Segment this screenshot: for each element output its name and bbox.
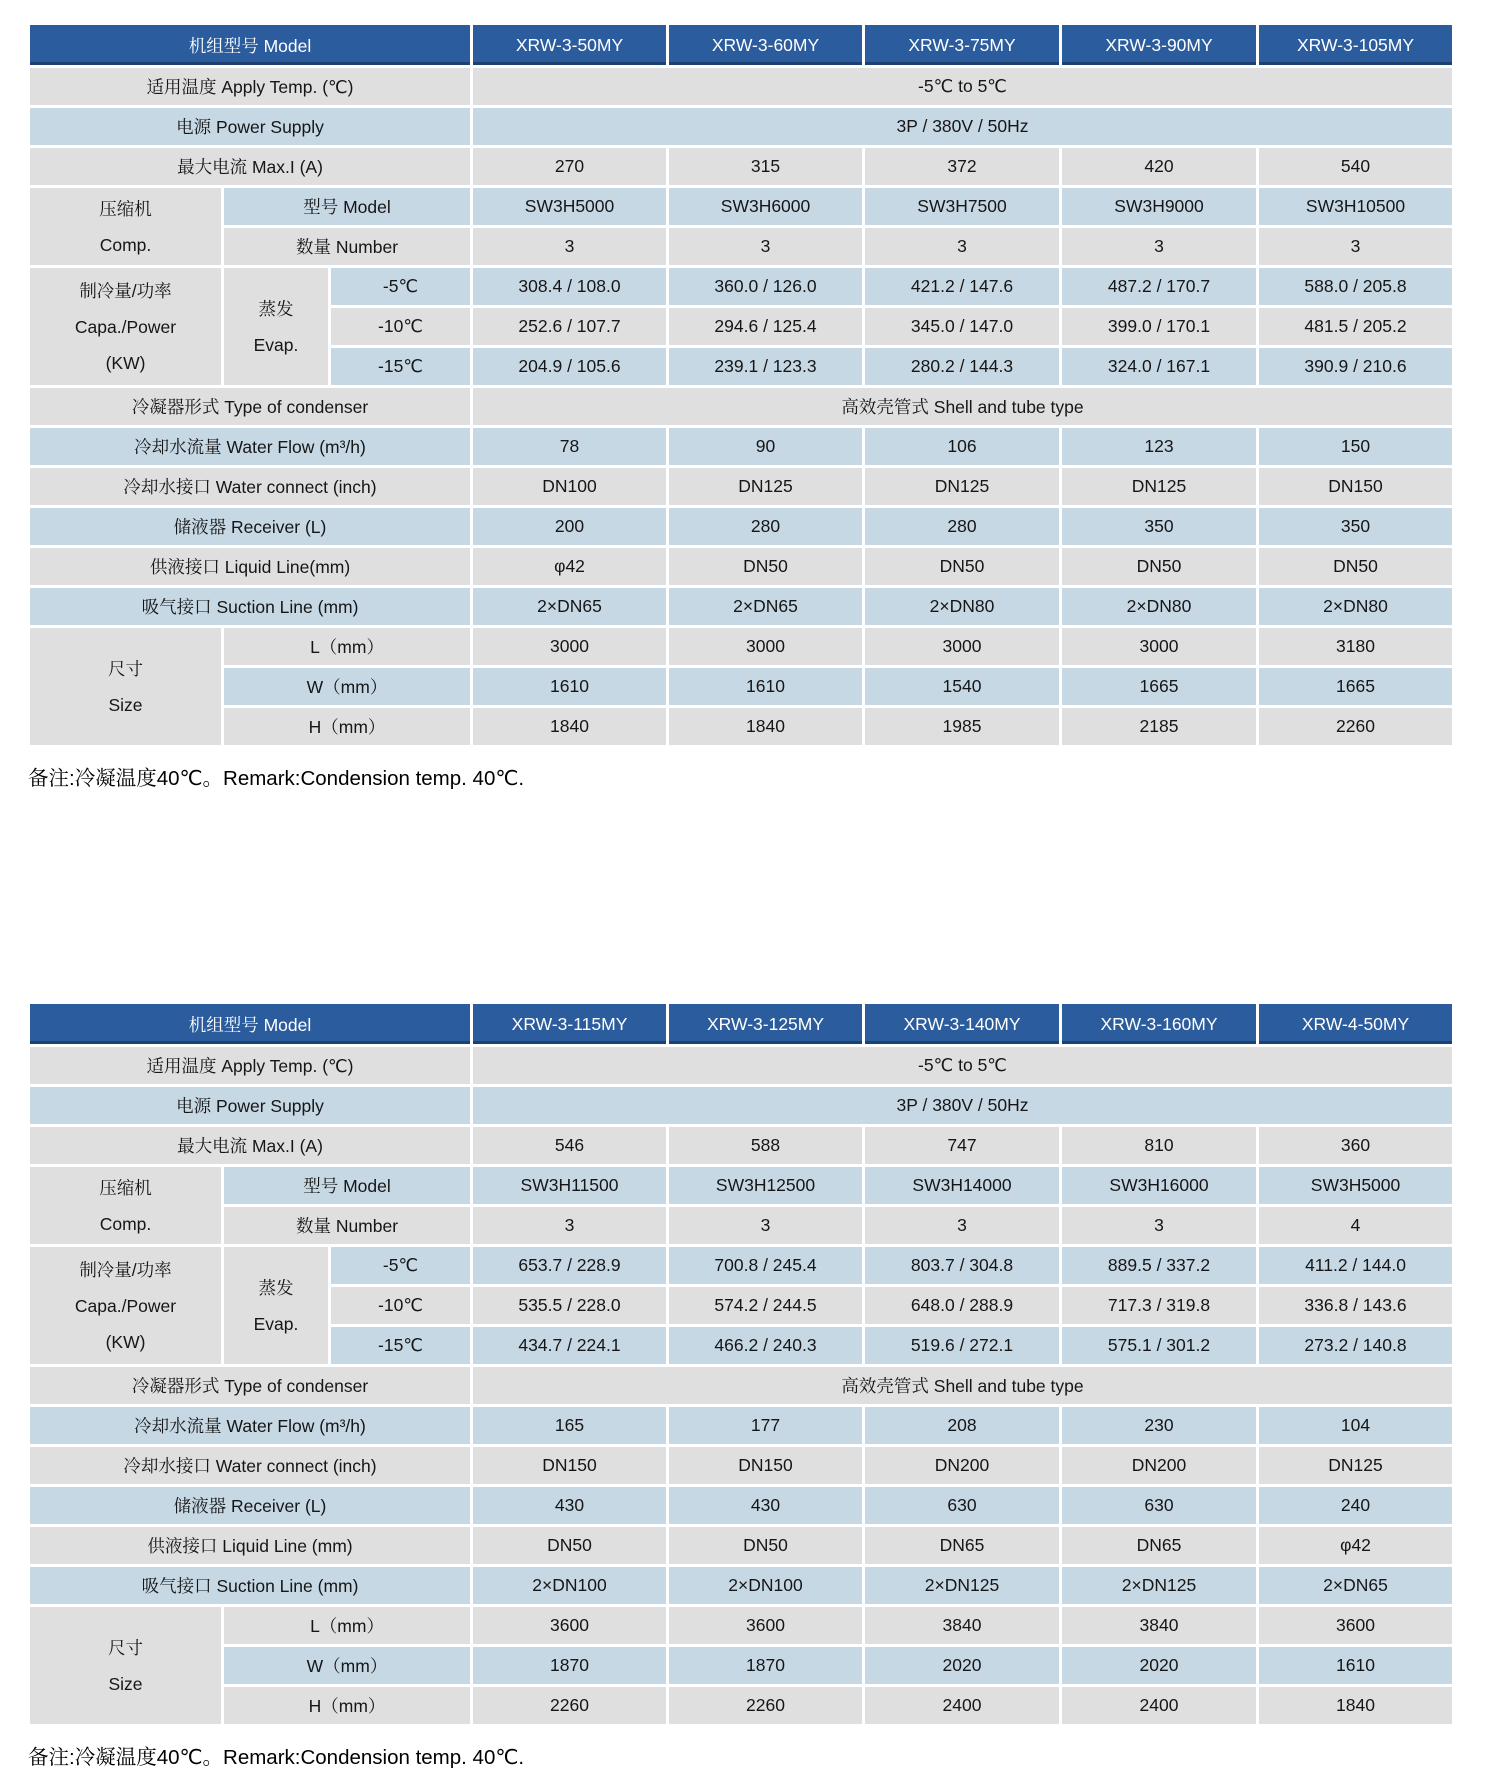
value-cell: 810 (1061, 1126, 1258, 1166)
group-label: 蒸发 Evap. (223, 267, 330, 387)
value-cell: DN125 (1258, 1446, 1454, 1486)
value-cell: 3 (864, 1206, 1061, 1246)
value-cell: DN125 (668, 467, 864, 507)
value-cell: 230 (1061, 1406, 1258, 1446)
row-label: 型号 Model (223, 1166, 472, 1206)
value-cell: 653.7 / 228.9 (472, 1246, 668, 1286)
value-cell: 630 (1061, 1486, 1258, 1526)
value-cell: SW3H10500 (1258, 187, 1454, 227)
value-cell: 3600 (472, 1606, 668, 1646)
value-cell: 3000 (668, 627, 864, 667)
row-label: 储液器 Receiver (L) (29, 1486, 472, 1526)
value-cell: 294.6 / 125.4 (668, 307, 864, 347)
value-cell: 535.5 / 228.0 (472, 1286, 668, 1326)
model-header: XRW-3-75MY (864, 24, 1061, 67)
value-cell: 350 (1258, 507, 1454, 547)
value-cell: DN100 (472, 467, 668, 507)
model-header: XRW-3-90MY (1061, 24, 1258, 67)
value-cell: 2×DN100 (472, 1566, 668, 1606)
value-cell: 588 (668, 1126, 864, 1166)
value-cell: 1665 (1061, 667, 1258, 707)
value-cell: 280 (668, 507, 864, 547)
value-cell: 574.2 / 244.5 (668, 1286, 864, 1326)
value-cell: DN50 (864, 547, 1061, 587)
row-label: L（mm） (223, 1606, 472, 1646)
spec-table-1-container (27, 22, 1494, 748)
value-cell: 1610 (472, 667, 668, 707)
value-cell: 200 (472, 507, 668, 547)
row-label: L（mm） (223, 627, 472, 667)
value-cell: SW3H11500 (472, 1166, 668, 1206)
value-cell: 1985 (864, 707, 1061, 747)
value-cell: 540 (1258, 147, 1454, 187)
value-cell: 3 (864, 227, 1061, 267)
value-cell: 487.2 / 170.7 (1061, 267, 1258, 307)
row-label: 储液器 Receiver (L) (29, 507, 472, 547)
value-cell: 336.8 / 143.6 (1258, 1286, 1454, 1326)
row-label: W（mm） (223, 667, 472, 707)
value-cell: 252.6 / 107.7 (472, 307, 668, 347)
value-cell: 123 (1061, 427, 1258, 467)
value-cell: 1870 (668, 1646, 864, 1686)
row-label: 冷凝器形式 Type of condenser (29, 387, 472, 427)
value-cell: 3 (1258, 227, 1454, 267)
value-cell: 3000 (472, 627, 668, 667)
value-cell: 324.0 / 167.1 (1061, 347, 1258, 387)
value-cell: 270 (472, 147, 668, 187)
value-cell: 90 (668, 427, 864, 467)
model-header: XRW-4-50MY (1258, 1003, 1454, 1046)
model-header: XRW-3-105MY (1258, 24, 1454, 67)
value-cell: 3 (472, 1206, 668, 1246)
value-cell: 1610 (668, 667, 864, 707)
value-cell: 519.6 / 272.1 (864, 1326, 1061, 1366)
remark-note-2: 备注:冷凝温度40℃。Remark:Condension temp. 40℃. (28, 1746, 525, 1769)
span-value-cell: 3P / 380V / 50Hz (472, 107, 1454, 147)
value-cell: 360.0 / 126.0 (668, 267, 864, 307)
value-cell: 420 (1061, 147, 1258, 187)
value-cell: 575.1 / 301.2 (1061, 1326, 1258, 1366)
value-cell: 2×DN80 (1258, 587, 1454, 627)
value-cell: SW3H9000 (1061, 187, 1258, 227)
row-label: 冷却水接口 Water connect (inch) (29, 467, 472, 507)
value-cell: DN150 (1258, 467, 1454, 507)
value-cell: DN65 (1061, 1526, 1258, 1566)
value-cell: 360 (1258, 1126, 1454, 1166)
value-cell: 2185 (1061, 707, 1258, 747)
span-value-cell: 高效壳管式 Shell and tube type (472, 387, 1454, 427)
value-cell: SW3H7500 (864, 187, 1061, 227)
value-cell: 2×DN65 (1258, 1566, 1454, 1606)
value-cell: DN50 (472, 1526, 668, 1566)
row-label: 电源 Power Supply (29, 107, 472, 147)
spec-table (27, 1001, 1455, 1727)
group-label: 制冷量/功率 Capa./Power (KW) (29, 267, 223, 387)
value-cell: 273.2 / 140.8 (1258, 1326, 1454, 1366)
value-cell: 3 (1061, 227, 1258, 267)
value-cell: 350 (1061, 507, 1258, 547)
value-cell: 372 (864, 147, 1061, 187)
value-cell: 3180 (1258, 627, 1454, 667)
value-cell: DN50 (668, 1526, 864, 1566)
value-cell: SW3H5000 (1258, 1166, 1454, 1206)
value-cell: 150 (1258, 427, 1454, 467)
value-cell: 630 (864, 1486, 1061, 1526)
value-cell: 240 (1258, 1486, 1454, 1526)
value-cell: 1610 (1258, 1646, 1454, 1686)
value-cell: SW3H16000 (1061, 1166, 1258, 1206)
value-cell: 2400 (864, 1686, 1061, 1726)
row-label: -10℃ (330, 1286, 472, 1326)
row-label: 数量 Number (223, 227, 472, 267)
row-label: -15℃ (330, 1326, 472, 1366)
value-cell: 430 (668, 1486, 864, 1526)
span-value-cell: -5℃ to 5℃ (472, 1046, 1454, 1086)
row-label: -5℃ (330, 267, 472, 307)
group-label: 尺寸 Size (29, 1606, 223, 1726)
value-cell: DN50 (1061, 547, 1258, 587)
value-cell: 399.0 / 170.1 (1061, 307, 1258, 347)
value-cell: SW3H5000 (472, 187, 668, 227)
value-cell: 717.3 / 319.8 (1061, 1286, 1258, 1326)
value-cell: 3 (472, 227, 668, 267)
value-cell: 78 (472, 427, 668, 467)
row-label: 适用温度 Apply Temp. (℃) (29, 67, 472, 107)
value-cell: 3600 (1258, 1606, 1454, 1646)
span-value-cell: 3P / 380V / 50Hz (472, 1086, 1454, 1126)
value-cell: SW3H12500 (668, 1166, 864, 1206)
value-cell: 434.7 / 224.1 (472, 1326, 668, 1366)
value-cell: 466.2 / 240.3 (668, 1326, 864, 1366)
value-cell: 2260 (1258, 707, 1454, 747)
value-cell: 308.4 / 108.0 (472, 267, 668, 307)
value-cell: 2400 (1061, 1686, 1258, 1726)
row-label: H（mm） (223, 707, 472, 747)
value-cell: 481.5 / 205.2 (1258, 307, 1454, 347)
value-cell: 2×DN65 (668, 587, 864, 627)
value-cell: 104 (1258, 1406, 1454, 1446)
value-cell: 204.9 / 105.6 (472, 347, 668, 387)
value-cell: 2×DN80 (1061, 587, 1258, 627)
model-header: XRW-3-115MY (472, 1003, 668, 1046)
value-cell: 390.9 / 210.6 (1258, 347, 1454, 387)
value-cell: 239.1 / 123.3 (668, 347, 864, 387)
value-cell: 2260 (668, 1686, 864, 1726)
value-cell: 2×DN125 (1061, 1566, 1258, 1606)
row-label: -15℃ (330, 347, 472, 387)
value-cell: 1840 (472, 707, 668, 747)
span-value-cell: 高效壳管式 Shell and tube type (472, 1366, 1454, 1406)
value-cell: 3 (668, 227, 864, 267)
value-cell: 2020 (1061, 1646, 1258, 1686)
value-cell: 165 (472, 1406, 668, 1446)
row-label: 最大电流 Max.I (A) (29, 1126, 472, 1166)
value-cell: 208 (864, 1406, 1061, 1446)
value-cell: 1665 (1258, 667, 1454, 707)
row-label: 冷却水流量 Water Flow (m³/h) (29, 1406, 472, 1446)
value-cell: 3840 (1061, 1606, 1258, 1646)
span-value-cell: -5℃ to 5℃ (472, 67, 1454, 107)
value-cell: 430 (472, 1486, 668, 1526)
row-label: 供液接口 Liquid Line (mm) (29, 1526, 472, 1566)
value-cell: DN50 (1258, 547, 1454, 587)
group-label: 尺寸 Size (29, 627, 223, 747)
value-cell: 2020 (864, 1646, 1061, 1686)
row-label: 供液接口 Liquid Line(mm) (29, 547, 472, 587)
value-cell: DN200 (1061, 1446, 1258, 1486)
remark-note-1: 备注:冷凝温度40℃。Remark:Condension temp. 40℃. (28, 767, 525, 790)
value-cell: DN150 (472, 1446, 668, 1486)
value-cell: DN65 (864, 1526, 1061, 1566)
model-header: XRW-3-60MY (668, 24, 864, 67)
value-cell: 421.2 / 147.6 (864, 267, 1061, 307)
value-cell: 3840 (864, 1606, 1061, 1646)
value-cell: 3 (668, 1206, 864, 1246)
value-cell: DN150 (668, 1446, 864, 1486)
value-cell: DN50 (668, 547, 864, 587)
value-cell: 106 (864, 427, 1061, 467)
row-label: W（mm） (223, 1646, 472, 1686)
value-cell: 2260 (472, 1686, 668, 1726)
value-cell: 2×DN80 (864, 587, 1061, 627)
group-label: 压缩机 Comp. (29, 1166, 223, 1246)
value-cell: SW3H6000 (668, 187, 864, 227)
value-cell: 3000 (1061, 627, 1258, 667)
value-cell: 546 (472, 1126, 668, 1166)
value-cell: 411.2 / 144.0 (1258, 1246, 1454, 1286)
row-label: 冷却水流量 Water Flow (m³/h) (29, 427, 472, 467)
value-cell: 1540 (864, 667, 1061, 707)
value-cell: 588.0 / 205.8 (1258, 267, 1454, 307)
value-cell: 1870 (472, 1646, 668, 1686)
spec-table-2-container (27, 1001, 1494, 1727)
value-cell: 3000 (864, 627, 1061, 667)
row-label: 型号 Model (223, 187, 472, 227)
row-label: 最大电流 Max.I (A) (29, 147, 472, 187)
value-cell: 280 (864, 507, 1061, 547)
model-header: XRW-3-50MY (472, 24, 668, 67)
row-label: 吸气接口 Suction Line (mm) (29, 587, 472, 627)
model-header: XRW-3-160MY (1061, 1003, 1258, 1046)
value-cell: SW3H14000 (864, 1166, 1061, 1206)
value-cell: 1840 (1258, 1686, 1454, 1726)
row-label: -10℃ (330, 307, 472, 347)
row-label: 数量 Number (223, 1206, 472, 1246)
row-label: 电源 Power Supply (29, 1086, 472, 1126)
row-label: 适用温度 Apply Temp. (℃) (29, 1046, 472, 1086)
value-cell: 2×DN65 (472, 587, 668, 627)
value-cell: 700.8 / 245.4 (668, 1246, 864, 1286)
value-cell: 315 (668, 147, 864, 187)
value-cell: DN125 (864, 467, 1061, 507)
spec-table (27, 22, 1455, 748)
value-cell: 3 (1061, 1206, 1258, 1246)
value-cell: 345.0 / 147.0 (864, 307, 1061, 347)
value-cell: DN125 (1061, 467, 1258, 507)
row-label: 吸气接口 Suction Line (mm) (29, 1566, 472, 1606)
value-cell: 803.7 / 304.8 (864, 1246, 1061, 1286)
value-cell: 2×DN100 (668, 1566, 864, 1606)
row-label: 冷凝器形式 Type of condenser (29, 1366, 472, 1406)
value-cell: 648.0 / 288.9 (864, 1286, 1061, 1326)
table-header-model-label: 机组型号 Model (29, 1003, 472, 1046)
row-label: 冷却水接口 Water connect (inch) (29, 1446, 472, 1486)
value-cell: 4 (1258, 1206, 1454, 1246)
group-label: 制冷量/功率 Capa./Power (KW) (29, 1246, 223, 1366)
value-cell: 889.5 / 337.2 (1061, 1246, 1258, 1286)
model-header: XRW-3-140MY (864, 1003, 1061, 1046)
model-header: XRW-3-125MY (668, 1003, 864, 1046)
value-cell: 177 (668, 1406, 864, 1446)
value-cell: 280.2 / 144.3 (864, 347, 1061, 387)
value-cell: 3600 (668, 1606, 864, 1646)
value-cell: 2×DN125 (864, 1566, 1061, 1606)
table-header-model-label: 机组型号 Model (29, 24, 472, 67)
value-cell: DN200 (864, 1446, 1061, 1486)
row-label: -5℃ (330, 1246, 472, 1286)
group-label: 压缩机 Comp. (29, 187, 223, 267)
value-cell: 1840 (668, 707, 864, 747)
value-cell: φ42 (472, 547, 668, 587)
row-label: H（mm） (223, 1686, 472, 1726)
value-cell: 747 (864, 1126, 1061, 1166)
value-cell: φ42 (1258, 1526, 1454, 1566)
group-label: 蒸发 Evap. (223, 1246, 330, 1366)
